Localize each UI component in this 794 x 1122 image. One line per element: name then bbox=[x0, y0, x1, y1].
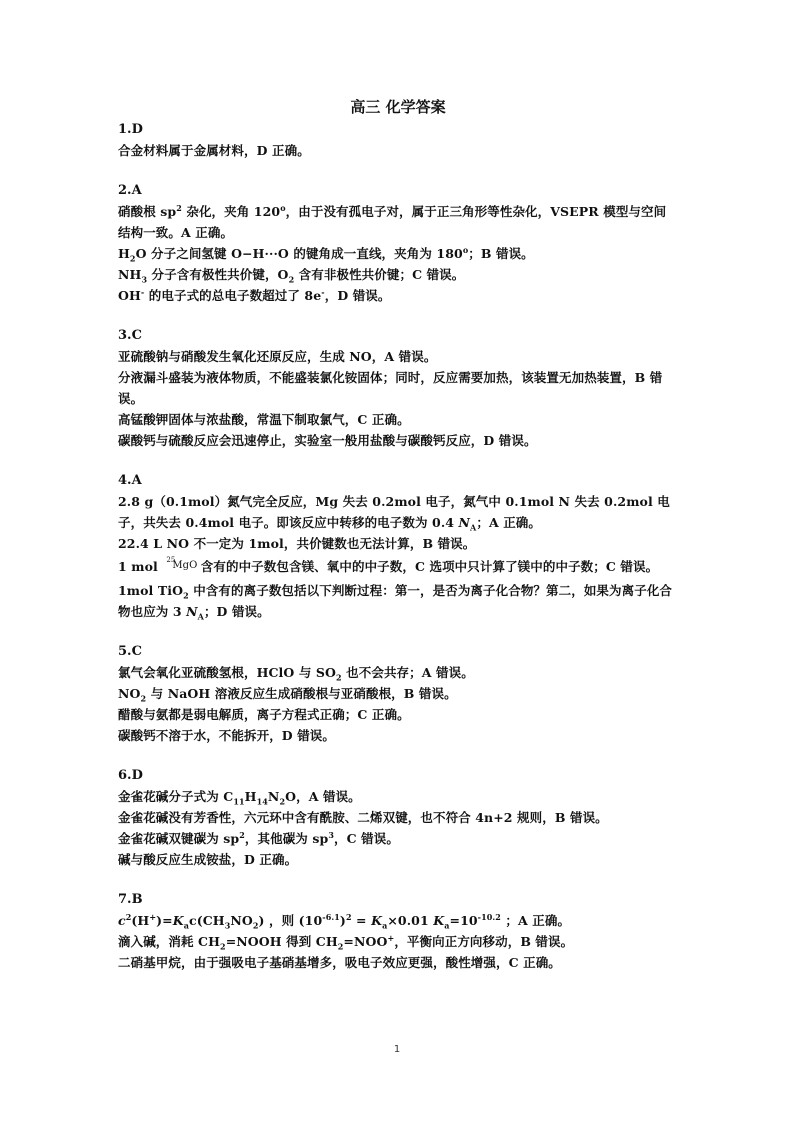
page-title: 高三 化学答案 bbox=[350, 98, 446, 116]
question-3-line-1: 亚硫酸钠与硝酸发生氧化还原反应，生成 NO，A 错误。 bbox=[118, 349, 437, 364]
question-7-line-2: 滴入碱，消耗 $CH_2=NOOH$ 得到 $CH_2=NOO^+$，平衡向正方向移动，B 错误。 bbox=[118, 932, 574, 952]
question-1-explanation: 合金材料属于金属材料，D 正确。 bbox=[118, 143, 310, 158]
question-6 bbox=[118, 765, 678, 870]
question-4-line-3: 1 mol 25 MgO 含有的中子数包含镁、氧中的中子数，C 选项中只计算了镁中的中子数；C 错误。 bbox=[118, 556, 659, 574]
question-3-line-2: 分液漏斗盛装为液体物质，不能盛装氯化铵固体；同时，反应需要加热，该装置无加热装置，B 错误。 bbox=[118, 370, 663, 406]
question-2-line-2: $H_2O$ 分子之间氢键 O−H···O 的键角成一直线，夹角为 180$^o$；B 错误。 bbox=[118, 244, 534, 264]
question-1 bbox=[118, 119, 678, 161]
question-6-line-3: 金雀花碱双键碳为 $sp^2$，其他碳为 $sp^3$，C 错误。 bbox=[118, 829, 399, 846]
question-4-answer: 4.A bbox=[118, 473, 142, 488]
answer-document bbox=[118, 96, 678, 992]
question-4 bbox=[118, 470, 678, 622]
question-2-answer: 2.A bbox=[118, 183, 142, 198]
page-number: 1 bbox=[393, 1044, 401, 1055]
question-5-line-3: 醋酸与氨都是弱电解质，离子方程式正确；C 正确。 bbox=[118, 707, 410, 722]
question-5 bbox=[118, 641, 678, 746]
question-5-answer: 5.C bbox=[118, 644, 142, 659]
question-3 bbox=[118, 325, 678, 451]
question-7-line-1: $c^2(H^+)=K_ac(CH_3NO_2)$ ，则 $(10^{-6.1})^2 = K_a\times 0.01$ $K_a=10^{-10.2}$ ；A 正确。 bbox=[118, 911, 571, 931]
question-4-line-1: 2.8 g（0.1mol）氮气完全反应，Mg 失去 0.2mol 电子，氮气中 0.1mol N 失去 0.2mol 电子，共失去 0.4mol 电子。即该反应中转移的电子数为 0.4 $N_A$；A 正确。 bbox=[118, 494, 670, 533]
question-3-line-4: 碳酸钙与硫酸反应会迅速停止，实验室一般用盐酸与碳酸钙反应，D 错误。 bbox=[118, 433, 537, 448]
question-6-line-2: 金雀花碱没有芳香性，六元环中含有酰胺、二烯双键，也不符合 4n+2 规则，B 错误。 bbox=[118, 810, 608, 825]
question-7-answer: 7.B bbox=[118, 892, 143, 907]
question-6-line-4: 碱与酸反应生成铵盐，D 正确。 bbox=[118, 852, 298, 867]
question-6-line-1: 金雀花碱分子式为 $C_{11}H_{14}N_2O$，A 错误。 bbox=[118, 789, 361, 807]
question-4-line-2: 22.4 L NO 不一定为 1mol，共价键数也无法计算，B 错误。 bbox=[118, 536, 476, 551]
question-2-line-1: 硝酸根 $sp^2$ 杂化，夹角 120$^o$，由于没有孤电子对，属于正三角形等性杂化，VSEPR 模型与空间结构一致。A 正确。 bbox=[118, 202, 667, 240]
question-5-line-4: 碳酸钙不溶于水，不能拆开，D 错误。 bbox=[118, 728, 335, 743]
question-5-line-2: $NO_2$ 与 NaOH 溶液反应生成硝酸根与亚硝酸根，B 错误。 bbox=[118, 686, 457, 704]
question-7-line-3: 二硝基甲烷，由于强吸电子基硝基增多，吸电子效应更强，酸性增强，C 正确。 bbox=[118, 955, 561, 970]
question-7 bbox=[118, 889, 678, 973]
question-2-line-4: OH- 的电子式的总电子数超过了 8e-，D 错误。 bbox=[118, 286, 391, 303]
isotope-formula-mgo: 25 MgO bbox=[166, 556, 198, 571]
question-6-answer: 6.D bbox=[118, 768, 143, 783]
question-5-line-1: 氯气会氧化亚硫酸氢根，HClO 与 $SO_2$ 也不会共存；A 错误。 bbox=[118, 665, 474, 683]
question-4-line-4: 1mol TiO$_2$ 中含有的离子数包括以下判断过程：第一，是否为离子化合物？第二，如果为离子化合物也应为 3 $N_A$；D 错误。 bbox=[118, 583, 673, 622]
question-2 bbox=[118, 180, 678, 306]
question-2-line-3: $NH_3$ 分子含有极性共价键，$O_2$ 含有非极性共价键；C 错误。 bbox=[118, 267, 465, 285]
question-1-answer: 1.D bbox=[118, 122, 143, 137]
question-3-line-3: 高锰酸钾固体与浓盐酸，常温下制取氯气，C 正确。 bbox=[118, 412, 410, 427]
question-3-answer: 3.C bbox=[118, 328, 142, 343]
